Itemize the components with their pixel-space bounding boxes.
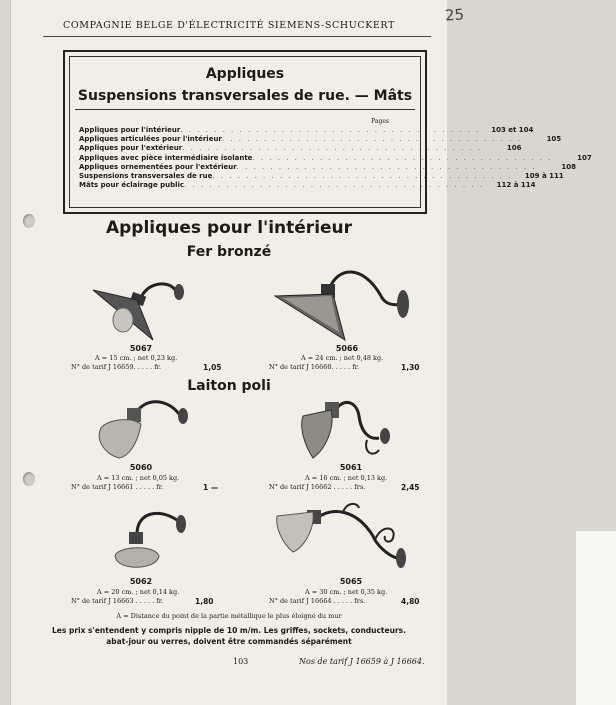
product-spec: A = 16 cm. ; net 0,13 kg. xyxy=(305,474,388,482)
handwritten-page-mark: 25 xyxy=(444,5,465,25)
product-number: 5062 xyxy=(129,577,153,586)
company-header: COMPAGNIE BELGE D'ÉLECTRICITÉ SIEMENS-SCHUCKERT xyxy=(63,20,395,31)
toc-row: Mâts pour éclairage public . . . . . . . . . . . . . . . . . . . . . . . . . . . . . . . . . . . . 112 à 114 xyxy=(79,181,536,190)
toc-row: Appliques pour l'extérieur . . . . . . . . . . . . . . . . . . . . . . . . . . . . . . . . . . . . 106 xyxy=(79,144,522,153)
product-tariff: N° de tarif J 16659. . . . . fr. xyxy=(71,363,162,371)
lamp-5065-illustration xyxy=(273,496,409,576)
lamp-5066-illustration xyxy=(273,266,413,346)
lamp-5061-illustration xyxy=(287,396,397,466)
product-price: 4,80 xyxy=(401,597,420,606)
section-title: Appliques pour l'intérieur xyxy=(105,218,353,238)
subsection-title-fer-bronze: Fer bronzé xyxy=(186,244,272,260)
product-spec: A = 15 cm. ; net 0,23 kg. xyxy=(95,354,178,362)
pages-label: Pages xyxy=(371,118,389,125)
binder-hole-bottom xyxy=(23,472,35,486)
distance-note: A = Distance du point de la partie métallique le plus éloigné du mur xyxy=(116,612,342,620)
product-number: 5066 xyxy=(335,344,359,353)
header-rule xyxy=(43,36,431,37)
toc-row: Appliques avec pièce intermédiaire isolante . . . . . . . . . . . . . . . . . . . . . . . . . . . . . . . . . . . . 107 xyxy=(79,153,592,162)
lamp-5067-illustration xyxy=(87,278,197,344)
product-spec: A = 30 cm. ; net 0,35 kg. xyxy=(305,588,388,596)
product-price: 1,30 xyxy=(401,363,420,372)
product-number: 5061 xyxy=(339,463,363,472)
page-number: 103 xyxy=(233,657,249,666)
product-tariff: N° de tarif J 16663 . . . . . fr. xyxy=(71,597,164,605)
product-tariff: N° de tarif J 16661 . . . . . fr. xyxy=(71,483,164,491)
product-spec: A = 13 cm. ; net 0,05 kg. xyxy=(97,474,180,482)
product-price: 1 — xyxy=(203,483,219,492)
box-title-line2: Suspensions transversales de rue. — Mâts xyxy=(77,88,413,104)
product-price: 1,05 xyxy=(203,363,222,372)
box-rule xyxy=(75,109,415,110)
footer-line-2: abat-jour ou verres, doivent être commandés séparément xyxy=(106,637,352,646)
product-spec: A = 20 cm. ; net 0,14 kg. xyxy=(97,588,180,596)
product-price: 1,80 xyxy=(195,597,214,606)
contents-box xyxy=(63,50,592,214)
toc-row: Appliques articulées pour l'intérieur . . . . . . . . . . . . . . . . . . . . . . . . . . . . . . . . . . . . 105 xyxy=(79,135,562,144)
toc-row: Appliques pour l'intérieur . . . . . . . . . . . . . . . . . . . . . . . . . . . . . . . . . . . . 103 et 104 xyxy=(79,126,534,134)
product-tariff: N° de tarif J 16664 . . . . . frs. xyxy=(269,597,366,605)
product-spec: A = 24 cm. ; net 0,48 kg. xyxy=(301,354,384,362)
product-tariff: N° de tarif J 16662 . . . . . frs. xyxy=(269,483,366,491)
toc-row: Appliques ornementées pour l'extérieur . . . . . . . . . . . . . . . . . . . . . . . . . . . . . . . . . . . . 108 xyxy=(79,162,576,171)
box-title-line1: Appliques xyxy=(205,66,285,82)
footer-line-1: Les prix s'entendent y compris nipple de 10 m/m. Les griffes, sockets, conducteurs. xyxy=(52,626,406,635)
product-number: 5060 xyxy=(129,463,153,472)
product-number: 5067 xyxy=(129,344,153,353)
white-tab xyxy=(576,531,616,705)
product-tariff: N° de tarif J 16660. . . . . fr. xyxy=(269,363,360,371)
product-price: 2,45 xyxy=(401,483,420,492)
product-number: 5065 xyxy=(339,577,363,586)
lamp-5062-illustration xyxy=(97,506,193,576)
toc-row: Suspensions transversales de rue . . . . . . . . . . . . . . . . . . . . . . . . . . . . . . . . . . . . 109 à 111 xyxy=(79,171,564,180)
table-of-contents xyxy=(79,126,592,190)
catalog-page xyxy=(10,0,592,705)
tariff-range: Nos de tarif J 16659 à J 16664. xyxy=(299,657,425,666)
subsection-title-laiton-poli: Laiton poli xyxy=(187,378,271,394)
lamp-5060-illustration xyxy=(91,398,195,462)
